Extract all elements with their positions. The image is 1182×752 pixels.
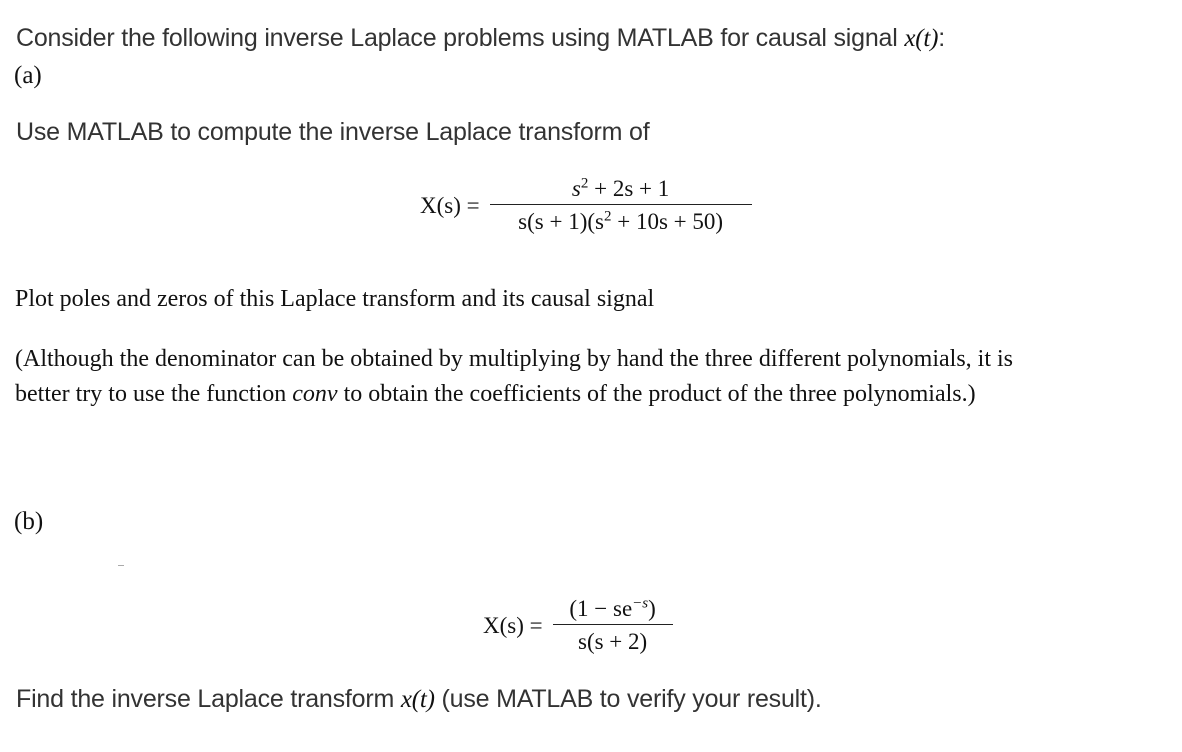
part-b-equation (483, 596, 673, 655)
part-b-label: (b) (14, 508, 44, 535)
part-b-num-exp: −s (632, 595, 649, 612)
part-b-numerator (565, 596, 659, 624)
note-line2-post: to obtain the coefficients of the product of the three polynomials.) (337, 381, 976, 407)
find-post: (use MATLAB to verify your result). (434, 685, 822, 713)
part-a-den-pre: s(s + 1)(s (518, 209, 604, 235)
intro-signal: x(t) (904, 25, 939, 52)
part-b-num-pre: (1 − se (569, 596, 633, 621)
part-a-num-post: + 2s + 1 (588, 176, 670, 201)
part-a-den-post: + 10s + 50) (611, 209, 724, 235)
intro-suffix: : (938, 24, 946, 52)
part-a-label: (a) (14, 62, 42, 89)
find-signal: x(t) (400, 686, 435, 713)
intro-text (16, 24, 945, 53)
part-a-note-line2 (15, 381, 976, 408)
part-b-denominator: s(s + 2) (578, 629, 648, 655)
part-a-fraction (490, 176, 752, 235)
part-a-instruction: Use MATLAB to compute the inverse Laplace transform of (16, 118, 650, 146)
part-a-note-line1: (Although the denominator can be obtained by multiplying by hand the three different polynomials, it is (15, 346, 1014, 372)
part-a-plot-text: Plot poles and zeros of this Laplace transform and its causal signal (15, 286, 655, 312)
stray-dash (118, 565, 124, 566)
part-a-numerator (568, 176, 673, 204)
part-b-fraction (553, 596, 673, 655)
part-a-num-exp: 2 (580, 175, 589, 192)
part-a-equation-lhs: X(s) = (420, 192, 480, 218)
part-a-num-pre: s (571, 176, 581, 201)
part-a-den-exp: 2 (603, 208, 612, 225)
part-b-find-text (16, 685, 822, 714)
note-line2-pre: better try to use the function (15, 381, 293, 407)
part-b-num-post: ) (648, 596, 656, 621)
find-pre: Find the inverse Laplace transform (16, 685, 401, 713)
note-function-name: conv (292, 381, 338, 407)
part-a-equation (420, 176, 752, 235)
intro-main: Consider the following inverse Laplace problems using MATLAB for causal signal (16, 24, 905, 52)
part-a-denominator (514, 205, 727, 235)
part-b-equation-lhs: X(s) = (483, 612, 543, 638)
